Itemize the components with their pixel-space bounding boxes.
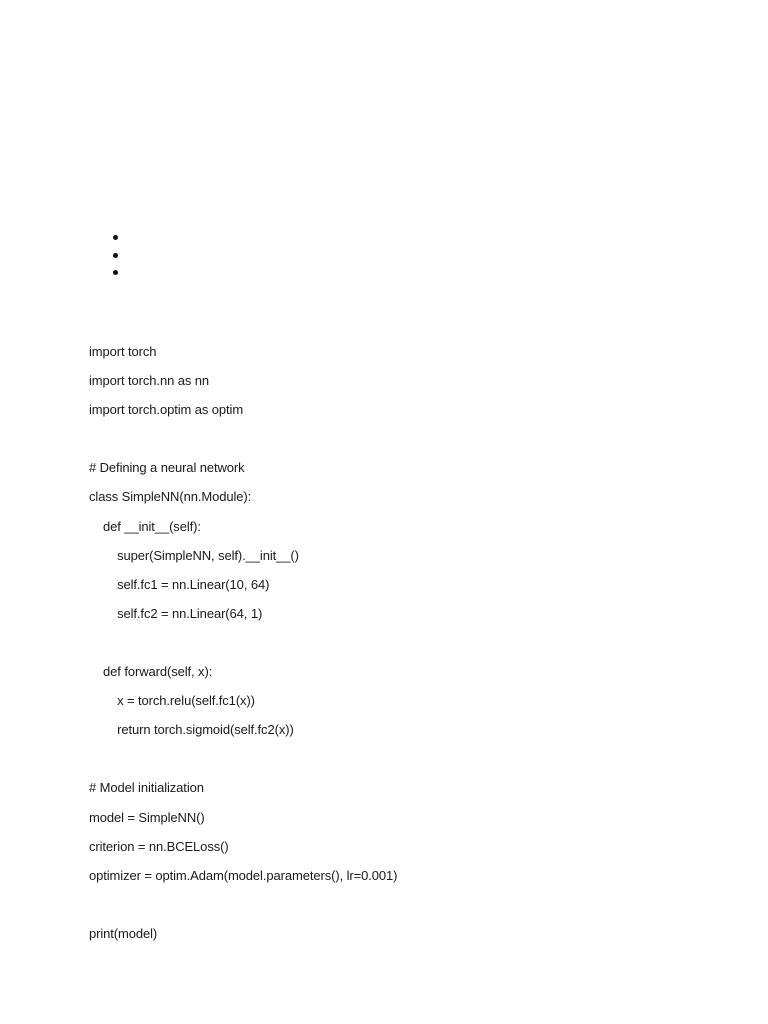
code-line-blank [89,890,709,919]
code-line: import torch [89,344,157,359]
bullet-dot-icon [113,270,118,275]
bullet-item [108,229,128,247]
code-comment: # Defining a neural network [89,460,245,476]
code-line: def forward(self, x): [89,664,213,680]
code-line: x = torch.relu(self.fc1(x)) [89,693,255,709]
code-line: return torch.sigmoid(self.fc2(x)) [89,722,294,738]
bullet-item [108,247,128,265]
code-line-blank [89,628,709,657]
code-line: class SimpleNN(nn.Module): [89,489,252,505]
code-line-blank [89,424,709,453]
empty-bullet-list [108,229,128,282]
code-line: super(SimpleNN, self).__init__() [89,547,299,563]
code-line: self.fc2 = nn.Linear(64, 1) [89,605,263,621]
code-line: model = SimpleNN() [89,809,205,825]
code-line: print(model) [89,925,158,941]
code-block [89,337,709,948]
code-line: import torch.optim as optim [89,402,244,418]
code-line: optimizer = optim.Adam(model.parameters(), lr=0.001) [89,867,398,883]
code-line: criterion = nn.BCELoss() [89,838,229,854]
bullet-dot-icon [113,235,118,240]
code-line-blank [89,744,709,773]
code-line: self.fc1 = nn.Linear(10, 64) [89,576,270,592]
bullet-item [108,264,128,282]
code-comment: # Model initialization [89,780,204,796]
bullet-dot-icon [113,253,118,258]
code-line: import torch.nn as nn [89,373,210,389]
code-line: def __init__(self): [89,518,201,534]
